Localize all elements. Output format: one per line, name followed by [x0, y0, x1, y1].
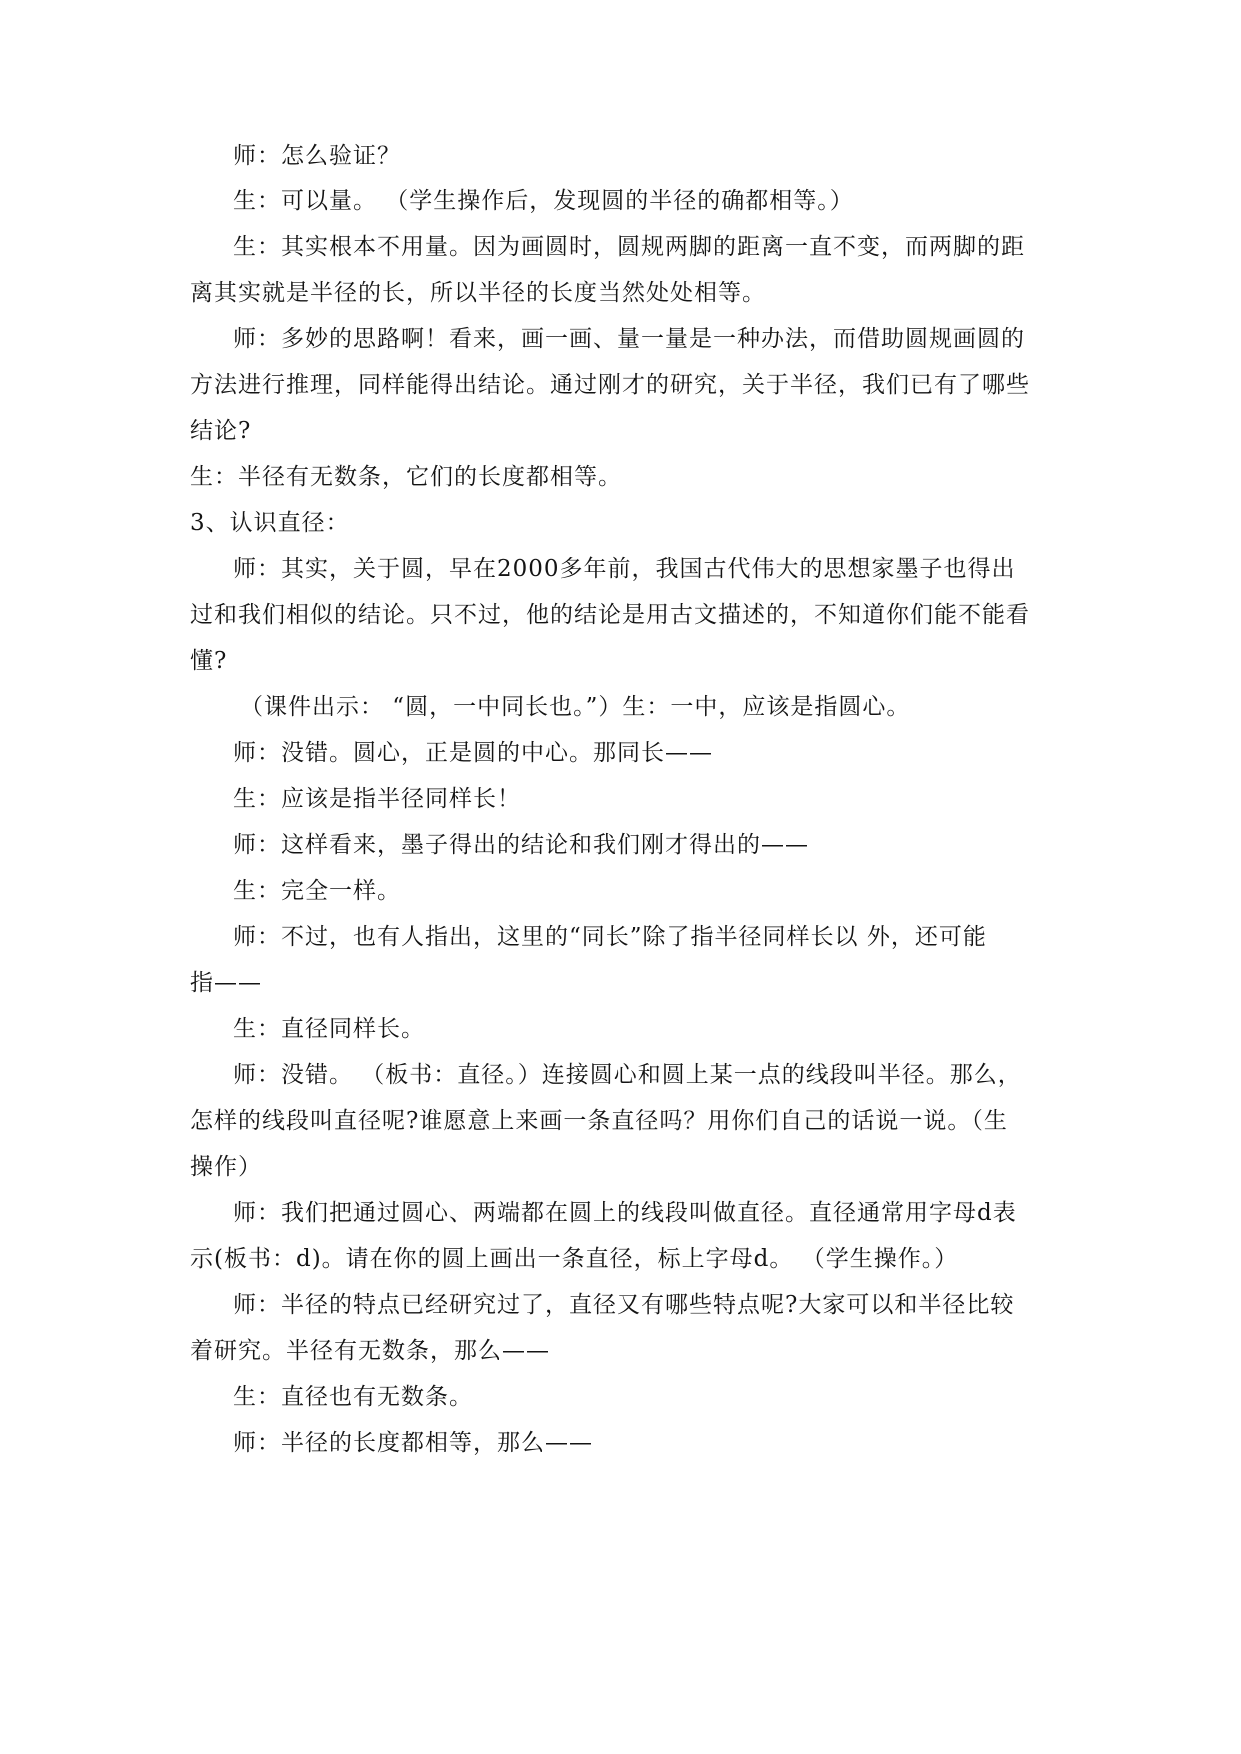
- text-line: 生：直径同样长。: [233, 1016, 425, 1042]
- text-line: 生：其实根本不用量。因为画圆时，圆规两脚的距离一直不变，而两脚的距: [233, 234, 1025, 260]
- text-line: 过和我们相似的结论。只不过，他的结论是用古文描述的，不知道你们能不能看: [190, 602, 1030, 628]
- text-line: 怎样的线段叫直径呢?谁愿意上来画一条直径吗？用你们自己的话说一说。（生: [190, 1108, 1008, 1134]
- text-line: 师：半径的长度都相等，那么——: [233, 1430, 593, 1456]
- text-line: 生：直径也有无数条。: [233, 1384, 473, 1410]
- text-line: 师：我们把通过圆心、两端都在圆上的线段叫做直径。直径通常用字母d表: [233, 1200, 1017, 1226]
- text-line: 示(板书：d)。请在你的圆上画出一条直径，标上字母d。 （学生操作。）: [190, 1246, 959, 1272]
- text-line: 操作）: [190, 1154, 262, 1180]
- text-line: 师：半径的特点已经研究过了，直径又有哪些特点呢?大家可以和半径比较: [233, 1292, 1015, 1318]
- text-line: 生：完全一样。: [233, 878, 401, 904]
- text-line: 着研究。半径有无数条，那么——: [190, 1338, 550, 1364]
- text-line: 指——: [190, 970, 262, 996]
- text-line: 生：应该是指半径同样长！: [233, 786, 521, 812]
- text-line: 方法进行推理，同样能得出结论。通过刚才的研究，关于半径，我们已有了哪些: [190, 372, 1030, 398]
- text-line: 懂?: [190, 648, 228, 674]
- text-line: 师：这样看来，墨子得出的结论和我们刚才得出的——: [233, 832, 809, 858]
- text-line: 离其实就是半径的长，所以半径的长度当然处处相等。: [190, 280, 766, 306]
- text-line: 师：不过，也有人指出，这里的“同长”除了指半径同样长以 外，还可能: [233, 924, 987, 950]
- section-heading: 3、认识直径：: [190, 510, 350, 536]
- text-line: 师：多妙的思路啊！看来，画一画、量一量是一种办法，而借助圆规画圆的: [233, 326, 1025, 352]
- text-line: 师：没错。圆心，正是圆的中心。那同长——: [233, 740, 713, 766]
- text-line: 师：怎么验证？: [233, 143, 401, 169]
- text-line: 生：半径有无数条，它们的长度都相等。: [190, 464, 622, 490]
- text-line: 结论?: [190, 418, 252, 444]
- text-line: 师：没错。 （板书：直径。）连接圆心和圆上某一点的线段叫半径。那么，: [233, 1062, 1022, 1088]
- text-line: （课件出示： “圆，一中同长也。”）生：一中，应该是指圆心。: [240, 694, 911, 720]
- text-line: 师：其实，关于圆，早在2000多年前，我国古代伟大的思想家墨子也得出: [233, 556, 1016, 582]
- text-line: 生：可以量。 （学生操作后，发现圆的半径的确都相等。）: [233, 188, 854, 214]
